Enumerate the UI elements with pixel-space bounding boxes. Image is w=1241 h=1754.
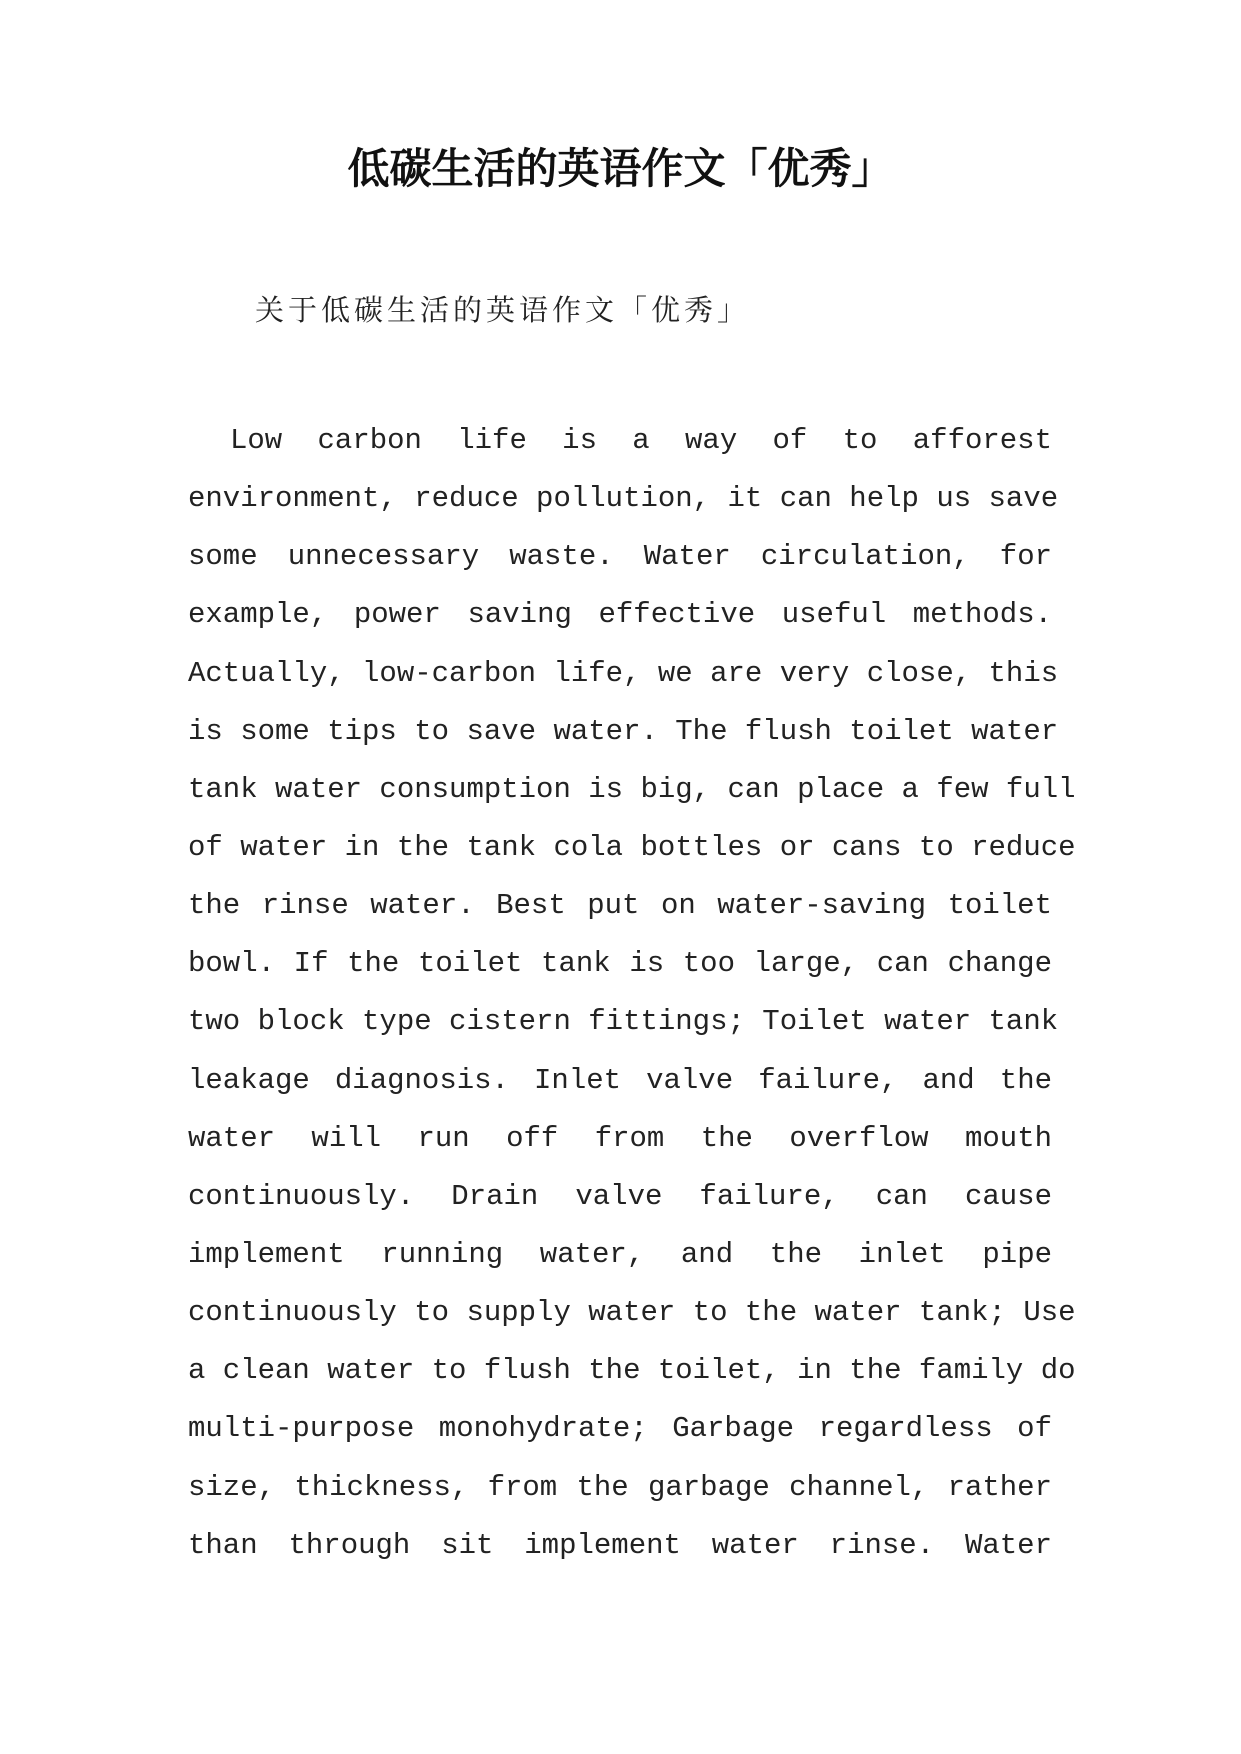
body-line: multi-purpose monohydrate; Garbage regardless of	[188, 1412, 1052, 1446]
document-title: 低碳生活的英语作文「优秀」	[347, 144, 894, 193]
body-line: continuously to supply water to the water tank; Use	[188, 1296, 1076, 1330]
body-line: of water in the tank cola bottles or cans to reduce	[188, 830, 1076, 864]
body-line: Actually, low-carbon life, we are very close, this	[188, 656, 1059, 690]
body-line: tank water consumption is big, can place a few full	[188, 772, 1076, 806]
body-line: is some tips to save water. The flush toilet water	[188, 714, 1059, 748]
body-line: example, power saving effective useful methods.	[188, 598, 1052, 632]
body-line: bowl. If the toilet tank is too large, can change	[188, 947, 1052, 981]
body-line: environment, reduce pollution, it can help us save	[188, 482, 1059, 516]
body-line: than through sit implement water rinse. Water	[188, 1528, 1052, 1562]
body-line: some unnecessary waste. Water circulation, for	[188, 540, 1052, 574]
body-line: implement running water, and the inlet pipe	[188, 1237, 1052, 1271]
document-subtitle: 关于低碳生活的英语作文「优秀」	[255, 293, 751, 327]
body-text	[188, 412, 1076, 1575]
body-line: continuously. Drain valve failure, can cause	[188, 1179, 1052, 1213]
body-line: two block type cistern fittings; Toilet water tank	[188, 1005, 1059, 1039]
body-line: leakage diagnosis. Inlet valve failure, and the	[188, 1063, 1052, 1097]
body-line: a clean water to flush the toilet, in the family do	[188, 1354, 1076, 1388]
body-line: the rinse water. Best put on water-saving toilet	[188, 889, 1052, 923]
body-line: water will run off from the overflow mouth	[188, 1121, 1052, 1155]
body-line: size, thickness, from the garbage channel, rather	[188, 1470, 1052, 1504]
body-line: Low carbon life is a way of to afforest	[230, 424, 1052, 457]
